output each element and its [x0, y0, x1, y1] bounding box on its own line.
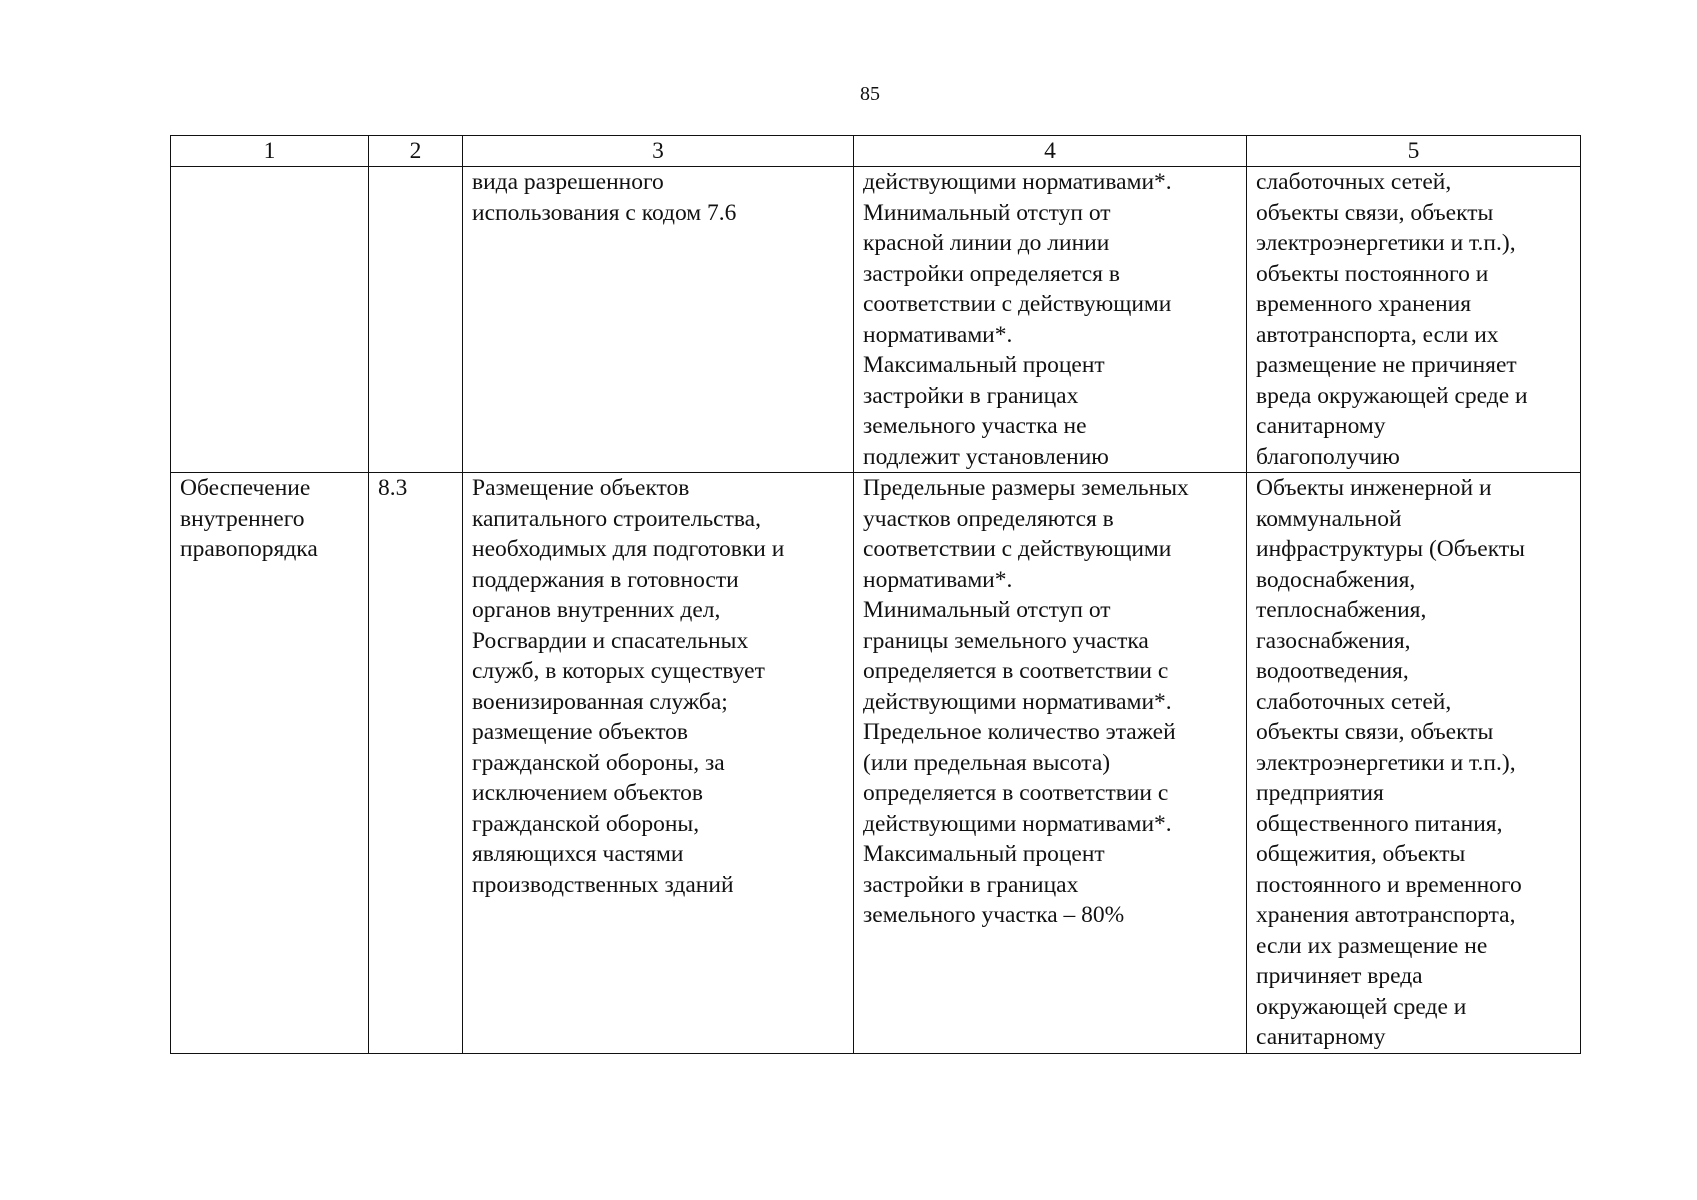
table-cell: [1247, 473, 1581, 1054]
cell-text-line: гражданской обороны, за: [472, 749, 725, 776]
cell-text-line: производственных зданий: [472, 871, 734, 898]
cell-text-line: застройки в границах: [863, 871, 1079, 898]
cell-text-line: вреда окружающей среде и: [1256, 382, 1528, 409]
cell-text-line: общежития, объекты: [1256, 841, 1466, 867]
cell-text-line: Размещение объектов: [472, 475, 690, 501]
cell-text-line: действующими нормативами*.: [863, 810, 1172, 837]
cell-text-line: Минимальный отступ от: [863, 597, 1111, 623]
cell-text-line: Обеспечение: [180, 475, 311, 501]
column-header-2: 2: [369, 136, 463, 167]
cell-text-line: соответствии с действующими: [863, 291, 1172, 317]
cell-text-line: подлежит установлению: [863, 443, 1109, 470]
header-row: [171, 136, 1581, 167]
cell-text-line: внутреннего: [180, 505, 305, 532]
cell-text-line: Предельное количество этажей: [863, 719, 1176, 745]
cell-text-line: размещение не причиняет: [1256, 352, 1517, 378]
cell-text-line: благополучию: [1256, 443, 1400, 470]
cell-text-line: Максимальный процент: [863, 352, 1105, 378]
column-header-3: 3: [463, 136, 854, 167]
cell-text-line: действующими нормативами*.: [863, 688, 1172, 715]
cell-text-line: вида разрешенного: [472, 169, 664, 195]
cell-text-line: застройки в границах: [863, 382, 1079, 409]
cell-text-line: капитального строительства,: [472, 505, 761, 532]
cell-text-line: красной линии до линии: [863, 230, 1110, 256]
cell-text-line: определяется в соответствии с: [863, 658, 1169, 684]
cell-text-line: если их размещение не: [1256, 932, 1488, 959]
cell-text-line: объекты связи, объекты: [1256, 199, 1494, 226]
cell-text-line: автотранспорта, если их: [1256, 321, 1499, 348]
table-cell: [1247, 167, 1581, 473]
cell-text-line: границы земельного участка: [863, 627, 1149, 654]
cell-text-line: (или предельная высота): [863, 749, 1111, 776]
regulations-table: [170, 135, 1581, 1054]
cell-text-line: Объекты инженерной и: [1256, 475, 1492, 501]
cell-text-line: размещение объектов: [472, 719, 689, 745]
table-cell: [171, 473, 369, 1054]
cell-text-line: санитарному: [1256, 413, 1386, 439]
table-cell: [369, 473, 463, 1054]
cell-text-line: военизированная служба;: [472, 688, 728, 715]
column-header-4: 4: [854, 136, 1247, 167]
cell-text-line: газоснабжения,: [1256, 627, 1411, 654]
cell-text-line: необходимых для подготовки и: [472, 536, 785, 562]
cell-text-line: гражданской обороны,: [472, 810, 700, 837]
cell-text-line: причиняет вреда: [1256, 963, 1423, 989]
cell-text-line: санитарному: [1256, 1024, 1386, 1050]
cell-text-line: объекты связи, объекты: [1256, 719, 1494, 745]
cell-text-line: инфраструктуры (Объекты: [1256, 536, 1525, 562]
cell-text-line: правопорядка: [180, 536, 318, 562]
cell-text-line: использования с кодом 7.6: [472, 199, 737, 226]
cell-text-line: действующими нормативами*.: [863, 169, 1172, 195]
cell-text-line: органов внутренних дел,: [472, 597, 721, 623]
cell-text-line: хранения автотранспорта,: [1256, 902, 1516, 928]
cell-text-line: окружающей среде и: [1256, 993, 1467, 1020]
cell-text-line: теплоснабжения,: [1256, 597, 1427, 623]
cell-text-line: временного хранения: [1256, 291, 1472, 317]
table-cell: [463, 473, 854, 1054]
table-cell: [369, 167, 463, 473]
cell-text-line: являющихся частями: [472, 841, 684, 867]
table-row: [171, 473, 1581, 1054]
cell-text-line: постоянного и временного: [1256, 871, 1522, 898]
cell-text-line: Минимальный отступ от: [863, 199, 1111, 226]
cell-text-line: исключением объектов: [472, 780, 704, 806]
table-cell: [854, 473, 1247, 1054]
cell-text-line: слаботочных сетей,: [1256, 688, 1452, 715]
cell-text-line: 8.3: [378, 475, 408, 501]
cell-text-line: коммунальной: [1256, 505, 1402, 532]
page-number: 85: [860, 83, 880, 105]
cell-text-line: электроэнергетики и т.п.),: [1256, 230, 1516, 256]
cell-text-line: водоотведения,: [1256, 658, 1409, 684]
cell-text-line: определяется в соответствии с: [863, 780, 1169, 806]
cell-text-line: общественного питания,: [1256, 810, 1503, 837]
cell-text-line: Предельные размеры земельных: [863, 475, 1189, 501]
cell-text-line: поддержания в готовности: [472, 566, 739, 593]
cell-text-line: земельного участка – 80%: [863, 902, 1125, 928]
cell-text-line: нормативами*.: [863, 321, 1013, 348]
cell-text-line: служб, в которых существует: [472, 658, 765, 684]
column-header-1: 1: [171, 136, 369, 167]
table-cell: [171, 167, 369, 473]
cell-text-line: Росгвардии и спасательных: [472, 627, 749, 654]
table-cell: [854, 167, 1247, 473]
cell-text-line: водоснабжения,: [1256, 566, 1416, 593]
cell-text-line: соответствии с действующими: [863, 536, 1172, 562]
column-header-5: 5: [1247, 136, 1581, 167]
cell-text-line: участков определяются в: [863, 505, 1114, 532]
cell-text-line: объекты постоянного и: [1256, 260, 1489, 287]
table-row: [171, 167, 1581, 473]
cell-text-line: земельного участка не: [863, 413, 1087, 439]
cell-text-line: застройки определяется в: [863, 260, 1120, 287]
cell-text-line: нормативами*.: [863, 566, 1013, 593]
cell-text-line: слаботочных сетей,: [1256, 169, 1452, 195]
cell-text-line: предприятия: [1256, 780, 1384, 806]
table-cell: [463, 167, 854, 473]
cell-text-line: Максимальный процент: [863, 841, 1105, 867]
cell-text-line: электроэнергетики и т.п.),: [1256, 749, 1516, 776]
